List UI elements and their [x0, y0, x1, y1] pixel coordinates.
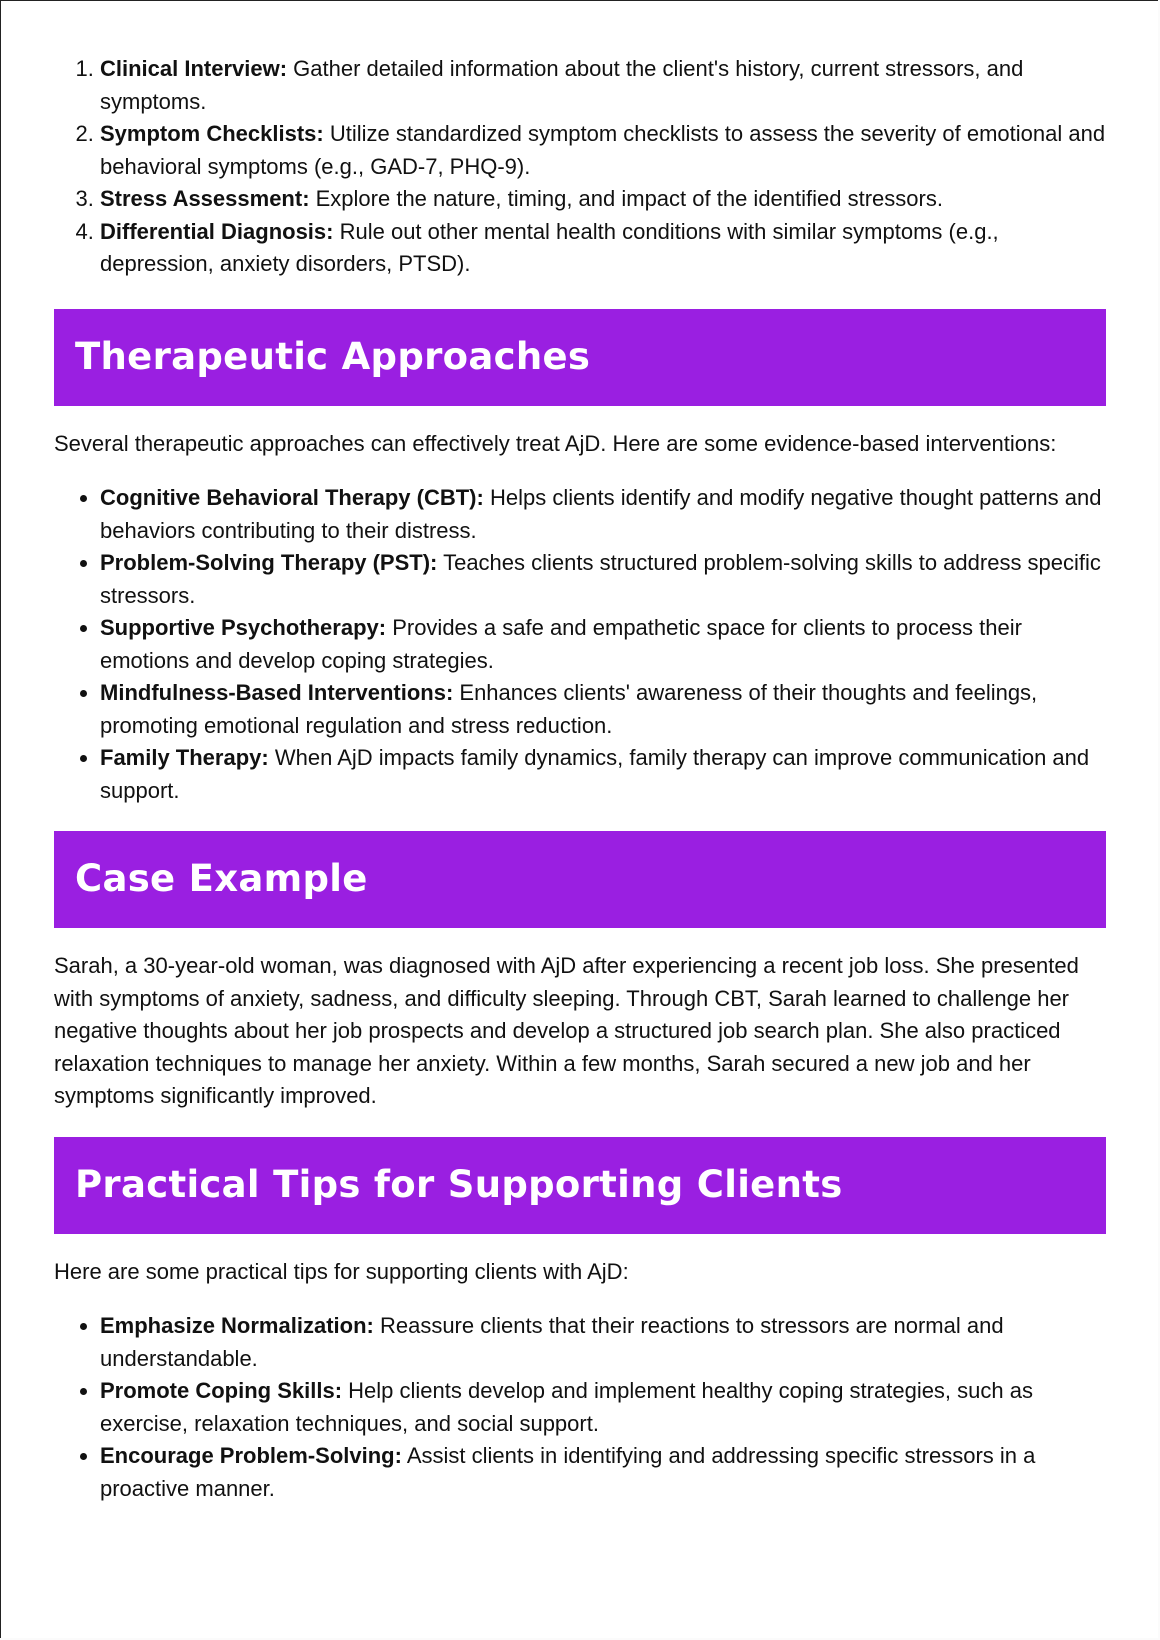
- section-heading-therapeutic-approaches: Therapeutic Approaches: [54, 309, 1106, 406]
- item-text: Utilize standardized symptom checklists to assess the severity of emotional and behavioral symptoms (e.g., GAD-7, PHQ-9).: [100, 121, 1106, 179]
- item-text: Helps clients identify and modify negative thought patterns and behaviors contributing to their distress.: [100, 485, 1102, 543]
- therapeutic-approaches-list: [54, 482, 1106, 807]
- item-text: Enhances clients' awareness of their thoughts and feelings, promoting emotional regulation and stress reduction.: [100, 680, 1038, 738]
- item-text: Assist clients in identifying and addressing specific stressors in a proactive manner.: [100, 1443, 1036, 1501]
- document-content: [54, 53, 1106, 1505]
- list-item: [100, 612, 1106, 677]
- therapeutic-intro: Several therapeutic approaches can effectively treat AjD. Here are some evidence-based interventions:: [54, 430, 1057, 456]
- list-item: [100, 742, 1106, 807]
- item-term: Differential Diagnosis:: [100, 218, 334, 244]
- list-item: [100, 118, 1106, 183]
- list-item: [100, 183, 1106, 216]
- item-term: Cognitive Behavioral Therapy (CBT):: [100, 485, 484, 510]
- item-term: Family Therapy:: [100, 745, 269, 770]
- item-term: Symptom Checklists:: [100, 121, 324, 146]
- practical-tips-intro: Here are some practical tips for supporting clients with AjD:: [54, 1258, 629, 1284]
- list-item: [100, 482, 1106, 547]
- item-term: Supportive Psychotherapy:: [100, 615, 387, 640]
- list-item: [100, 53, 1106, 118]
- list-item: [100, 547, 1106, 612]
- list-item: [100, 1440, 1106, 1505]
- item-term: Emphasize Normalization:: [100, 1313, 374, 1338]
- item-text: Explore the nature, timing, and impact of the identified stressors.: [309, 186, 943, 211]
- item-term: Mindfulness-Based Interventions:: [100, 680, 454, 705]
- item-term: Encourage Problem-Solving:: [100, 1443, 402, 1468]
- item-text: Provides a safe and empathetic space for clients to process their emotions and develop coping strategies.: [100, 615, 1022, 673]
- item-text: Help clients develop and implement healthy coping strategies, such as exercise, relaxation techniques, and social support.: [100, 1378, 1033, 1436]
- item-term: Clinical Interview:: [100, 56, 288, 81]
- item-text: Rule out other mental health conditions with similar symptoms (e.g., depression, anxiety disorders, PTSD).: [100, 218, 999, 276]
- section-heading-practical-tips: Practical Tips for Supporting Clients: [54, 1137, 1106, 1234]
- assessment-steps-list: [54, 53, 1106, 281]
- practical-tips-list: [54, 1310, 1106, 1505]
- item-term: Problem-Solving Therapy (PST):: [100, 550, 438, 575]
- case-example-text: Sarah, a 30-year-old woman, was diagnosed with AjD after experiencing a recent job loss. She presented with symptoms of anxiety, sadness, and difficulty sleeping. Through CBT, Sarah learned to challenge her negative thoughts about her job prospects and develop a structured job search plan. She also practiced relaxation techniques to manage her anxiety. Within a few months, Sarah secured a new job and her symptoms significantly improved.: [54, 953, 1079, 1108]
- item-text: When AjD impacts family dynamics, family therapy can improve communication and support.: [100, 745, 1090, 803]
- section-heading-case-example: Case Example: [54, 831, 1106, 928]
- item-text: Teaches clients structured problem-solving skills to address specific stressors.: [100, 550, 1101, 608]
- list-item: [100, 677, 1106, 742]
- item-text: Gather detailed information about the client's history, current stressors, and symptoms.: [100, 56, 1024, 114]
- item-term: Stress Assessment:: [100, 186, 310, 211]
- list-item: [100, 216, 1106, 281]
- item-term: Promote Coping Skills:: [100, 1378, 343, 1403]
- item-text: Reassure clients that their reactions to stressors are normal and understandable.: [100, 1313, 1004, 1371]
- list-item: [100, 1375, 1106, 1440]
- list-item: [100, 1310, 1106, 1375]
